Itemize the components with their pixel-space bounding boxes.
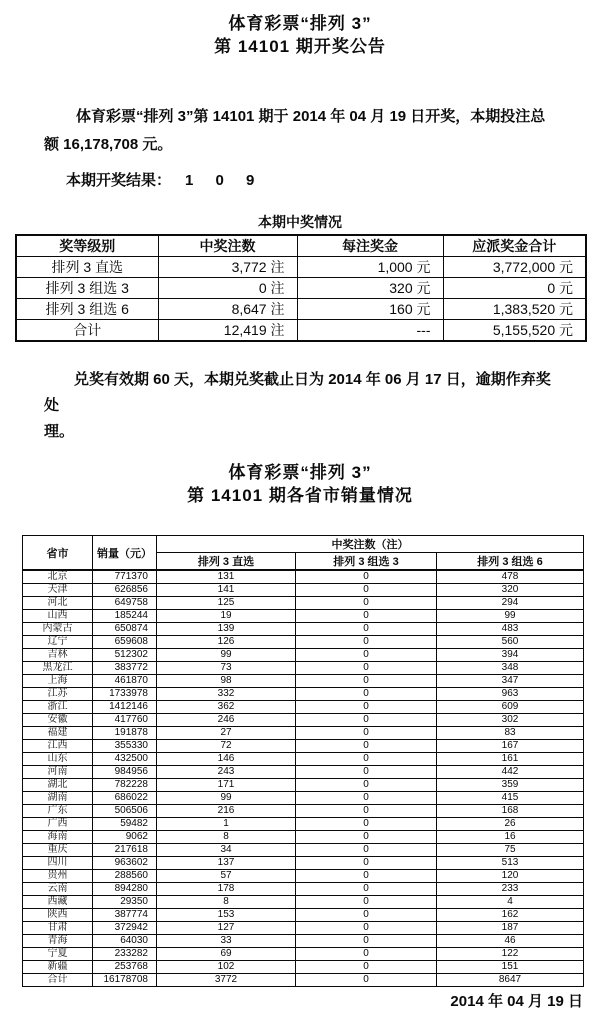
table-cell: 山东 (23, 753, 93, 766)
table-row (23, 818, 584, 831)
table-cell: 湖南 (23, 792, 93, 805)
table-cell: 0 (296, 766, 437, 779)
table-cell: 0 (296, 883, 437, 896)
table-cell: 160 元 (297, 299, 443, 320)
table-row (23, 857, 584, 870)
prize-col-winners: 中奖注数 (158, 235, 297, 257)
table-row (23, 831, 584, 844)
table-cell: 153 (157, 909, 296, 922)
table-cell: 72 (157, 740, 296, 753)
table-cell: 984956 (93, 766, 157, 779)
table-cell: 0 (296, 870, 437, 883)
table-cell: 288560 (93, 870, 157, 883)
sales-title-line1: 体育彩票“排列 3” (228, 463, 372, 482)
table-cell: 0 (296, 610, 437, 623)
table-cell: 512302 (93, 649, 157, 662)
draw-result-label: 本期开奖结果： (66, 172, 172, 189)
table-cell: 0 (296, 714, 437, 727)
table-cell: 650874 (93, 623, 157, 636)
table-cell: 626856 (93, 584, 157, 597)
table-cell: 64030 (93, 935, 157, 948)
sales-title (0, 461, 600, 507)
table-cell: 1,000 元 (297, 257, 443, 278)
table-cell: 西藏 (23, 896, 93, 909)
table-cell: 83 (437, 727, 584, 740)
table-cell: 46 (437, 935, 584, 948)
table-row (23, 883, 584, 896)
table-cell: 0 (296, 623, 437, 636)
table-cell: 0 (296, 948, 437, 961)
table-cell: 0 (296, 688, 437, 701)
table-cell: 387774 (93, 909, 157, 922)
table-row (23, 870, 584, 883)
table-cell: 253768 (93, 961, 157, 974)
table-row (23, 714, 584, 727)
sales-subcol-zuxuan6: 排列 3 组选 6 (437, 553, 584, 571)
table-row (23, 610, 584, 623)
redemption-notice (44, 367, 556, 445)
table-cell: 0 (296, 935, 437, 948)
table-cell: 合计 (23, 974, 93, 987)
table-cell: 187 (437, 922, 584, 935)
table-cell: 347 (437, 675, 584, 688)
table-row (23, 909, 584, 922)
table-cell: 362 (157, 701, 296, 714)
prize-col-amount: 每注奖金 (297, 235, 443, 257)
table-cell: 560 (437, 636, 584, 649)
table-cell: 122 (437, 948, 584, 961)
table-cell: 0 (296, 740, 437, 753)
sales-header-row1 (23, 536, 584, 553)
table-row (16, 320, 586, 342)
table-cell: 98 (157, 675, 296, 688)
table-cell: 0 (296, 792, 437, 805)
table-cell: 161 (437, 753, 584, 766)
table-cell: 排列 3 组选 3 (16, 278, 158, 299)
table-cell: 9062 (93, 831, 157, 844)
table-cell: 131 (157, 570, 296, 584)
table-cell: 0 (296, 727, 437, 740)
table-cell: 191878 (93, 727, 157, 740)
table-cell: 贵州 (23, 870, 93, 883)
table-cell: 75 (437, 844, 584, 857)
table-cell: 320 (437, 584, 584, 597)
table-cell: 16 (437, 831, 584, 844)
table-cell: 1 (157, 818, 296, 831)
table-cell: 171 (157, 779, 296, 792)
table-row (23, 584, 584, 597)
table-cell: 1,383,520 元 (443, 299, 586, 320)
table-row (23, 948, 584, 961)
draw-result (66, 171, 556, 191)
table-cell: 上海 (23, 675, 93, 688)
table-cell: --- (297, 320, 443, 342)
table-cell: 1733978 (93, 688, 157, 701)
table-cell: 99 (157, 792, 296, 805)
table-cell: 139 (157, 623, 296, 636)
table-cell: 294 (437, 597, 584, 610)
table-cell: 894280 (93, 883, 157, 896)
table-cell: 8,647 注 (158, 299, 297, 320)
table-cell: 0 (296, 584, 437, 597)
table-row (23, 753, 584, 766)
doc-title (0, 12, 600, 58)
notice-line2: 理。 (44, 423, 75, 440)
sales-title-line2: 第 14101 期各省市销量情况 (187, 486, 413, 505)
prize-col-total: 应派奖金合计 (443, 235, 586, 257)
table-row (23, 623, 584, 636)
table-cell: 167 (437, 740, 584, 753)
table-cell: 0 (296, 961, 437, 974)
table-cell: 99 (157, 649, 296, 662)
table-cell: 99 (437, 610, 584, 623)
prize-table-body (16, 257, 586, 342)
table-cell: 河北 (23, 597, 93, 610)
table-cell: 168 (437, 805, 584, 818)
table-row (23, 597, 584, 610)
table-cell: 16178708 (93, 974, 157, 987)
table-cell: 162 (437, 909, 584, 922)
table-cell: 233 (437, 883, 584, 896)
table-cell: 320 元 (297, 278, 443, 299)
notice-line1: 兑奖有效期 60 天，本期兑奖截止日为 2014 年 06 月 17 日，逾期作弃奖处 (44, 371, 551, 414)
table-cell: 3,772,000 元 (443, 257, 586, 278)
table-cell: 陕西 (23, 909, 93, 922)
table-cell: 0 (296, 636, 437, 649)
table-cell: 江苏 (23, 688, 93, 701)
table-cell: 59482 (93, 818, 157, 831)
table-cell: 四川 (23, 857, 93, 870)
table-cell: 重庆 (23, 844, 93, 857)
table-cell: 394 (437, 649, 584, 662)
table-cell: 506506 (93, 805, 157, 818)
table-row (23, 740, 584, 753)
table-row (23, 935, 584, 948)
table-row (23, 675, 584, 688)
table-cell: 141 (157, 584, 296, 597)
table-cell: 217618 (93, 844, 157, 857)
table-cell: 125 (157, 597, 296, 610)
table-cell: 排列 3 直选 (16, 257, 158, 278)
table-cell: 302 (437, 714, 584, 727)
table-cell: 771370 (93, 570, 157, 584)
table-cell: 吉林 (23, 649, 93, 662)
table-cell: 348 (437, 662, 584, 675)
table-cell: 浙江 (23, 701, 93, 714)
table-cell: 513 (437, 857, 584, 870)
table-cell: 宁夏 (23, 948, 93, 961)
table-cell: 216 (157, 805, 296, 818)
table-cell: 372942 (93, 922, 157, 935)
table-cell: 北京 (23, 570, 93, 584)
table-cell: 782228 (93, 779, 157, 792)
table-cell: 102 (157, 961, 296, 974)
table-cell: 26 (437, 818, 584, 831)
table-cell: 0 (296, 597, 437, 610)
prize-table-header (16, 235, 586, 257)
table-row (23, 961, 584, 974)
table-cell: 8 (157, 831, 296, 844)
table-cell: 461870 (93, 675, 157, 688)
table-cell: 排列 3 组选 6 (16, 299, 158, 320)
table-cell: 广东 (23, 805, 93, 818)
sales-subcol-zhixuan: 排列 3 直选 (157, 553, 296, 571)
table-cell: 湖北 (23, 779, 93, 792)
table-row (16, 278, 586, 299)
prize-col-level: 奖等级别 (16, 235, 158, 257)
table-cell: 649758 (93, 597, 157, 610)
table-cell: 127 (157, 922, 296, 935)
table-cell: 河南 (23, 766, 93, 779)
table-cell: 73 (157, 662, 296, 675)
table-cell: 137 (157, 857, 296, 870)
table-cell: 云南 (23, 883, 93, 896)
table-cell: 417760 (93, 714, 157, 727)
table-cell: 146 (157, 753, 296, 766)
table-cell: 8647 (437, 974, 584, 987)
table-cell: 120 (437, 870, 584, 883)
table-cell: 963 (437, 688, 584, 701)
table-cell: 19 (157, 610, 296, 623)
table-cell: 33 (157, 935, 296, 948)
table-row (23, 649, 584, 662)
doc-title-line2: 第 14101 期开奖公告 (214, 37, 386, 56)
sales-table-body (23, 570, 584, 987)
table-cell: 332 (157, 688, 296, 701)
table-cell: 辽宁 (23, 636, 93, 649)
table-row (23, 792, 584, 805)
table-row (23, 636, 584, 649)
table-cell: 5,155,520 元 (443, 320, 586, 342)
table-cell: 福建 (23, 727, 93, 740)
table-cell: 27 (157, 727, 296, 740)
table-cell: 安徽 (23, 714, 93, 727)
table-row (23, 844, 584, 857)
draw-result-numbers: 1 0 9 (185, 172, 264, 189)
table-cell: 359 (437, 779, 584, 792)
table-cell: 383772 (93, 662, 157, 675)
table-cell: 659608 (93, 636, 157, 649)
table-cell: 963602 (93, 857, 157, 870)
intro-paragraph (44, 103, 556, 159)
table-cell: 0 (296, 570, 437, 584)
table-row (23, 805, 584, 818)
table-row (23, 779, 584, 792)
table-cell: 内蒙古 (23, 623, 93, 636)
table-cell: 0 元 (443, 278, 586, 299)
table-cell: 0 (296, 753, 437, 766)
table-row (16, 257, 586, 278)
table-row (23, 896, 584, 909)
table-cell: 3,772 注 (158, 257, 297, 278)
table-cell: 江西 (23, 740, 93, 753)
table-cell: 609 (437, 701, 584, 714)
table-cell: 686022 (93, 792, 157, 805)
table-cell: 0 (296, 818, 437, 831)
table-cell: 442 (437, 766, 584, 779)
prize-table (15, 234, 587, 342)
table-cell: 0 (296, 922, 437, 935)
sales-col-group: 中奖注数（注） (157, 536, 584, 553)
table-cell: 0 (296, 701, 437, 714)
table-row (16, 299, 586, 320)
table-cell: 12,419 注 (158, 320, 297, 342)
table-cell: 0 注 (158, 278, 297, 299)
table-cell: 243 (157, 766, 296, 779)
sales-table (22, 535, 584, 987)
table-cell: 478 (437, 570, 584, 584)
table-row (23, 688, 584, 701)
table-cell: 0 (296, 779, 437, 792)
table-cell: 185244 (93, 610, 157, 623)
table-cell: 69 (157, 948, 296, 961)
sales-subcol-zuxuan3: 排列 3 组选 3 (296, 553, 437, 571)
table-row (23, 766, 584, 779)
sales-table-header (23, 536, 584, 571)
table-cell: 4 (437, 896, 584, 909)
table-cell: 山西 (23, 610, 93, 623)
table-cell: 黑龙江 (23, 662, 93, 675)
table-cell: 415 (437, 792, 584, 805)
table-cell: 青海 (23, 935, 93, 948)
table-cell: 8 (157, 896, 296, 909)
table-cell: 29350 (93, 896, 157, 909)
table-cell: 151 (437, 961, 584, 974)
table-cell: 3772 (157, 974, 296, 987)
table-cell: 178 (157, 883, 296, 896)
table-cell: 0 (296, 831, 437, 844)
sales-col-province: 省市 (23, 536, 93, 571)
footer-date: 2014 年 04 月 19 日 (450, 993, 583, 1010)
table-cell: 1412146 (93, 701, 157, 714)
table-row (23, 570, 584, 584)
sales-col-sales: 销量（元） (93, 536, 157, 571)
table-cell: 天津 (23, 584, 93, 597)
table-cell: 57 (157, 870, 296, 883)
table-cell: 0 (296, 974, 437, 987)
table-cell: 483 (437, 623, 584, 636)
table-cell: 355330 (93, 740, 157, 753)
table-cell: 233282 (93, 948, 157, 961)
doc-title-line1: 体育彩票“排列 3” (228, 14, 372, 33)
table-cell: 0 (296, 896, 437, 909)
table-cell: 0 (296, 909, 437, 922)
table-cell: 合计 (16, 320, 158, 342)
table-row (23, 727, 584, 740)
table-cell: 0 (296, 675, 437, 688)
table-cell: 0 (296, 857, 437, 870)
table-cell: 0 (296, 662, 437, 675)
table-cell: 海南 (23, 831, 93, 844)
table-cell: 0 (296, 805, 437, 818)
table-cell: 新疆 (23, 961, 93, 974)
intro-line2: 额 16,178,708 元。 (44, 136, 173, 153)
table-cell: 广西 (23, 818, 93, 831)
table-cell: 126 (157, 636, 296, 649)
table-cell: 0 (296, 844, 437, 857)
table-cell: 0 (296, 649, 437, 662)
prize-table-caption: 本期中奖情况 (258, 214, 342, 230)
table-row (23, 701, 584, 714)
table-cell: 432500 (93, 753, 157, 766)
intro-line1: 体育彩票“排列 3”第 14101 期于 2014 年 04 月 19 日开奖，本期投注总 (76, 108, 546, 125)
table-cell: 34 (157, 844, 296, 857)
table-cell: 甘肃 (23, 922, 93, 935)
prize-header-row (16, 235, 586, 257)
table-cell: 246 (157, 714, 296, 727)
table-row (23, 922, 584, 935)
table-row (23, 662, 584, 675)
table-row (23, 974, 584, 987)
